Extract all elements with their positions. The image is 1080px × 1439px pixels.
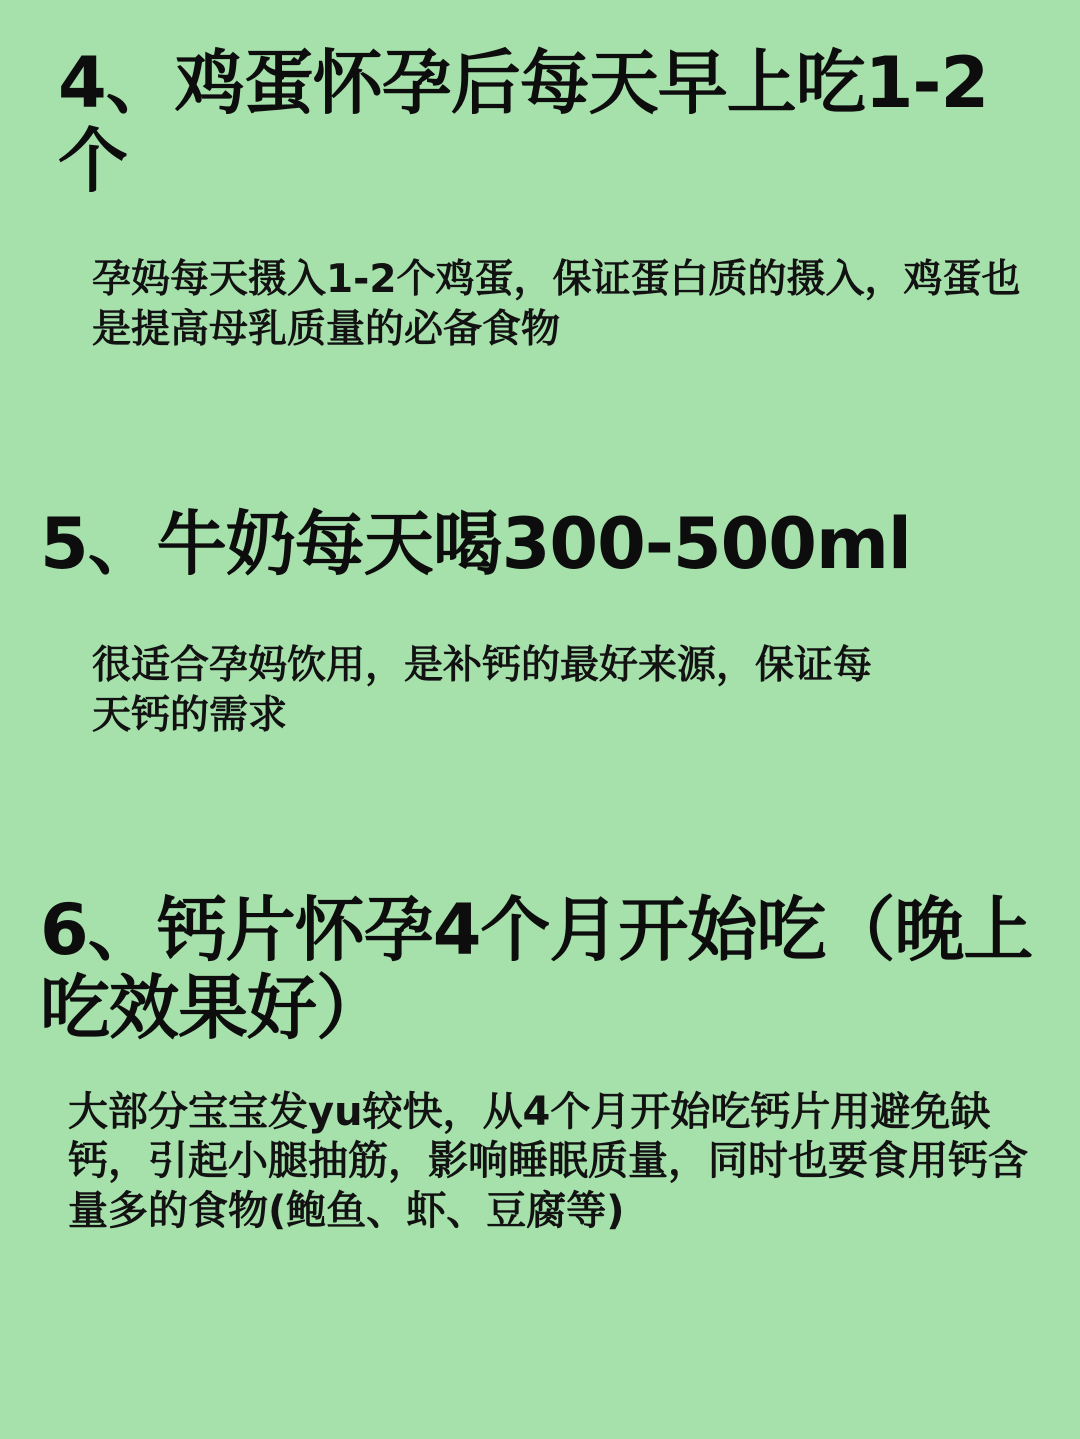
section-eggs bbox=[30, 44, 1050, 355]
section-eggs-body: 孕妈每天摄入1-2个鸡蛋，保证蛋白质的摄入，鸡蛋也是提高母乳质量的必备食物 bbox=[92, 256, 1021, 352]
section-milk-body: 很适合孕妈饮用，是补钙的最好来源，保证每天钙的需求 bbox=[92, 642, 873, 738]
section-eggs-heading: 4、鸡蛋怀孕后每天早上吃1-2个 bbox=[58, 42, 989, 203]
section-calcium bbox=[30, 888, 1050, 1237]
section-calcium-body: 大部分宝宝发yu较快，从4个月开始吃钙片用避免缺钙，引起小腿抽筋，影响睡眠质量，同时也要食用钙含量多的食物(鲍鱼、虾、豆腐等) bbox=[68, 1088, 1028, 1234]
section-calcium-heading: 6、钙片怀孕4个月开始吃（晚上吃效果好） bbox=[40, 888, 1033, 1050]
section-milk bbox=[30, 502, 1050, 741]
section-milk-heading: 5、牛奶每天喝300-500ml bbox=[40, 502, 911, 585]
